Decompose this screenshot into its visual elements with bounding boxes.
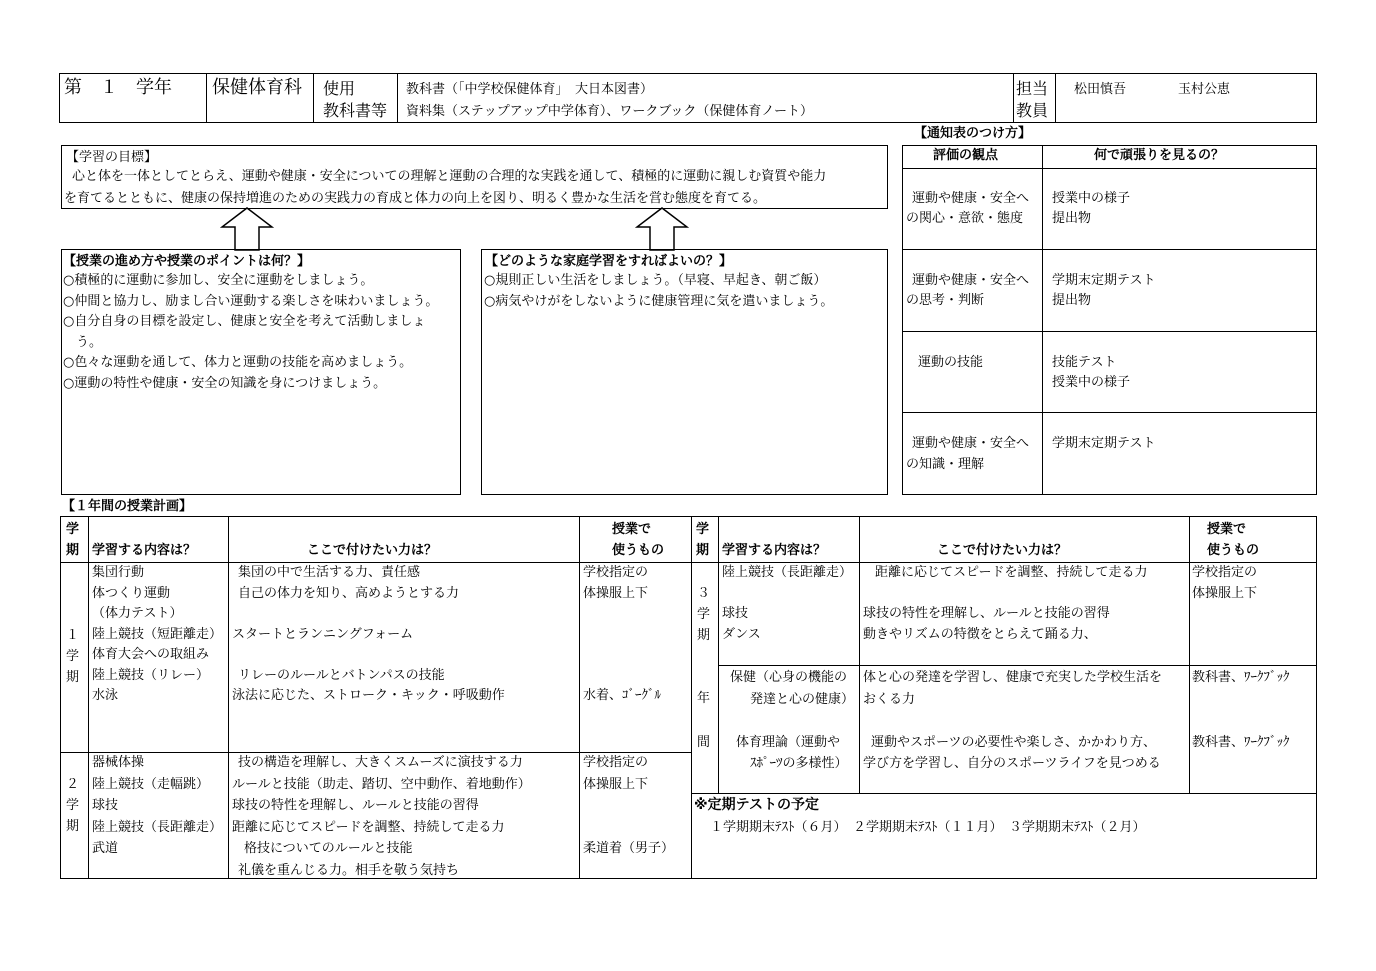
table-cell bbox=[1192, 606, 1257, 627]
table-cell: ｽﾎﾟｰﾂの多様性） bbox=[750, 756, 848, 771]
table-cell: 球技の特性を理解し、ルールと技能の習得 bbox=[232, 798, 479, 813]
table-cell: 体操服上下 bbox=[583, 776, 649, 792]
table-cell: 発達と心の健康） bbox=[750, 691, 855, 707]
table-cell: 球技 bbox=[722, 606, 749, 621]
t1-content bbox=[92, 565, 222, 709]
table-cell: 水泳 bbox=[92, 688, 119, 703]
term-label: ２ 学 期 bbox=[66, 777, 80, 834]
table-cell bbox=[583, 668, 661, 689]
yearly-label-1: 年 bbox=[697, 691, 711, 706]
t2-ability bbox=[232, 755, 531, 884]
table-cell: 学校指定の bbox=[583, 755, 649, 770]
plan-h-ability: ここで付けたい力は？ bbox=[307, 543, 438, 558]
list-item: ○運動の特性や健康・安全の知識を身につけましょう。 bbox=[63, 375, 387, 391]
table-cell: 自己の体力を知り、高めようとする力 bbox=[238, 585, 460, 601]
table-cell: 陸上競技（リレー） bbox=[92, 667, 210, 683]
home-study-title: 【どのような家庭学習をすればよいの？】 bbox=[485, 254, 733, 269]
grading-how: 学期末定期テスト bbox=[1052, 273, 1156, 288]
table-cell: 体育大会への取組み bbox=[92, 647, 210, 662]
t2-content bbox=[92, 755, 222, 863]
table-cell: 格技についてのルールと技能 bbox=[244, 841, 413, 856]
table-cell: 球技 bbox=[92, 798, 119, 813]
grading-how: 授業中の様子 bbox=[1052, 375, 1131, 390]
table-cell bbox=[1192, 627, 1257, 648]
table-cell: 武道 bbox=[92, 841, 119, 856]
table-cell: 集団の中で生活する力、責任感 bbox=[238, 565, 421, 580]
textbook-2: 資料集（ステップアップ中学体育）、ワークブック（保健体育ノート） bbox=[406, 104, 814, 119]
tests-schedule: １学期期末ﾃｽﾄ（６月） ２学期期末ﾃｽﾄ（１１月） ３学期期末ﾃｽﾄ（２月） bbox=[710, 820, 1146, 835]
t1-ability bbox=[232, 565, 505, 709]
grading-view: 運動や健康・安全へ bbox=[912, 273, 1030, 288]
table-cell bbox=[1192, 756, 1290, 778]
table-cell: スタートとランニングフォーム bbox=[232, 626, 414, 642]
list-item: ○色々な運動を通して、体力と運動の技能を高めましょう。 bbox=[63, 355, 413, 370]
table-cell: 水着、ｺﾞｰｸﾞﾙ bbox=[583, 688, 662, 703]
list-item: ○規則正しい生活をしましょう。（早寝、早起き、朝ご飯） bbox=[484, 273, 827, 288]
grading-view: の関心・意欲・態度 bbox=[906, 211, 1024, 226]
plan-h-items: 授業で bbox=[1207, 522, 1247, 537]
t2-items bbox=[583, 755, 674, 863]
table-cell: 学校指定の bbox=[1192, 565, 1258, 580]
grading-view: の思考・判断 bbox=[906, 293, 985, 308]
table-cell: リレーのルールとバトンパスの技能 bbox=[238, 667, 445, 683]
table-cell: 陸上競技（長距離走） bbox=[92, 819, 223, 835]
table-cell: 体と心の発達を学習し、健康で充実した学校生活を bbox=[863, 670, 1163, 685]
teacher-names: 松田慎吾 玉村公恵 bbox=[1074, 82, 1231, 97]
arrow-up-right-icon bbox=[635, 207, 689, 251]
goals-title: 【学習の目標】 bbox=[66, 150, 158, 165]
table-cell: 学校指定の bbox=[583, 565, 649, 580]
table-cell bbox=[583, 606, 661, 627]
table-cell: 陸上競技（短距離走） bbox=[92, 626, 223, 642]
table-cell: 陸上競技（走幅跳） bbox=[92, 776, 210, 792]
plan-h-term: 期 bbox=[66, 543, 80, 558]
grading-how: 提出物 bbox=[1052, 211, 1092, 226]
plan-h-content: 学習する内容は？ bbox=[722, 543, 827, 558]
table-cell bbox=[583, 627, 661, 648]
table-cell: 集団行動 bbox=[92, 565, 145, 580]
yearly-items bbox=[1192, 670, 1290, 778]
tests-title: ※定期テストの予定 bbox=[694, 797, 820, 813]
table-cell: 教科書、ﾜｰｸﾌﾞｯｸ bbox=[1192, 670, 1290, 685]
grading-how: 授業中の様子 bbox=[1052, 191, 1131, 206]
table-cell: ダンス bbox=[722, 626, 761, 642]
lesson-points-title: 【授業の進め方や授業のポイントは何？】 bbox=[63, 254, 311, 269]
list-item: ○仲間と協力し、励まし合い運動する楽しさを味わいましょう。 bbox=[63, 293, 439, 309]
t1-items bbox=[583, 565, 661, 709]
table-cell: 学び方を学習し、自分のスポーツライフを見つめる bbox=[863, 756, 1161, 771]
table-cell bbox=[863, 586, 1147, 607]
goals-line-1: 心と体を一体としてとらえ、運動や健康・安全についての理解と運動の合理的な実践を通して、積極的に運動に親しむ資質や能力 bbox=[72, 169, 827, 184]
arrow-up-left-icon bbox=[220, 207, 274, 251]
grading-col-view: 評価の観点 bbox=[933, 148, 999, 163]
term-label: １ 学 期 bbox=[66, 628, 80, 685]
table-cell: 技の構造を理解し、大きくスムーズに演技する力 bbox=[238, 755, 523, 770]
table-cell: 体操服上下 bbox=[583, 585, 649, 601]
table-cell: 球技の特性を理解し、ルールと技能の習得 bbox=[863, 606, 1110, 621]
plan-h-content: 学習する内容は？ bbox=[92, 543, 197, 558]
table-cell bbox=[722, 586, 852, 607]
plan-h-items: 使うもの bbox=[612, 543, 665, 558]
list-item: ○積極的に運動に参加し、安全に運動をしましょう。 bbox=[63, 273, 374, 288]
textbook-1: 教科書（「中学校保健体育」 大日本図書） bbox=[406, 82, 654, 97]
grading-how: 提出物 bbox=[1052, 293, 1092, 308]
t3-ability bbox=[863, 565, 1147, 647]
yearly-content bbox=[730, 670, 854, 778]
table-cell: （体力テスト） bbox=[92, 606, 183, 621]
goals-line-2: を育てるとともに、健康の保持増進のための実践力の育成と体力の向上を図り、明るく豊かな生活を営む態度を育てる。 bbox=[64, 191, 767, 206]
table-cell: 動きやリズムの特徴をとらえて踊る力、 bbox=[863, 626, 1097, 642]
table-cell bbox=[232, 647, 505, 668]
table-cell bbox=[863, 713, 1162, 735]
grading-view: 運動や健康・安全へ bbox=[912, 191, 1030, 206]
yearly-ability bbox=[863, 670, 1162, 778]
yearly-label-2: 間 bbox=[697, 735, 711, 750]
table-cell: 泳法に応じた、ストローク・キック・呼吸動作 bbox=[232, 688, 505, 703]
t3-items bbox=[1192, 565, 1257, 647]
textbook-label-2: 教科書等 bbox=[323, 101, 388, 120]
grading-title: 【通知表のつけ方】 bbox=[914, 126, 1032, 141]
grading-view: の知識・理解 bbox=[906, 457, 985, 472]
t3-content bbox=[722, 565, 852, 647]
table-cell: 礼儀を重んじる力。相手を敬う気持ち bbox=[238, 862, 460, 878]
plan-h-term: 学 bbox=[696, 522, 710, 537]
table-cell: ルールと技能（助走、踏切、空中動作、着地動作） bbox=[232, 776, 531, 792]
table-cell: 保健（心身の機能の bbox=[730, 670, 848, 685]
table-cell bbox=[1192, 713, 1290, 735]
table-cell: 陸上競技（長距離走） bbox=[722, 565, 853, 580]
grade-label: 第 １ 学年 bbox=[64, 77, 172, 98]
grading-view: 運動や健康・安全へ bbox=[912, 436, 1030, 451]
plan-h-items: 授業で bbox=[612, 522, 652, 537]
plan-title: 【１年間の授業計画】 bbox=[62, 499, 193, 514]
table-cell bbox=[583, 820, 674, 842]
teacher-label-1: 担当 bbox=[1016, 79, 1049, 98]
term-label: ３ 学 期 bbox=[697, 586, 711, 643]
list-item: う。 bbox=[63, 334, 103, 350]
subject-label: 保健体育科 bbox=[212, 77, 302, 98]
table-cell: 距離に応じてスピードを調整、持続して走る力 bbox=[232, 819, 505, 835]
table-cell bbox=[232, 606, 505, 627]
textbook-label-1: 使用 bbox=[323, 79, 356, 98]
table-cell: 体育理論（運動や bbox=[736, 734, 841, 750]
table-cell: 距離に応じてスピードを調整、持続して走る力 bbox=[875, 565, 1148, 580]
lesson-points-list bbox=[63, 273, 438, 396]
table-cell: 体つくり運動 bbox=[92, 585, 171, 601]
plan-h-ability: ここで付けたい力は？ bbox=[937, 543, 1068, 558]
home-study-list bbox=[484, 273, 833, 314]
grading-col-how: 何で頑張りを見るの？ bbox=[1094, 148, 1225, 163]
plan-h-term: 期 bbox=[696, 543, 710, 558]
list-item: ○病気やけがをしないように健康管理に気を遣いましょう。 bbox=[484, 293, 834, 309]
table-cell bbox=[583, 798, 674, 820]
table-cell: おくる力 bbox=[863, 691, 916, 707]
table-cell: 体操服上下 bbox=[1192, 585, 1258, 601]
table-cell: 教科書、ﾜｰｸﾌﾞｯｸ bbox=[1192, 734, 1290, 750]
table-cell: 運動やスポーツの必要性や楽しさ、かかわり方、 bbox=[871, 734, 1156, 750]
table-cell bbox=[1192, 692, 1290, 714]
table-cell bbox=[730, 713, 854, 735]
teacher-label-2: 教員 bbox=[1016, 101, 1049, 120]
plan-h-items: 使うもの bbox=[1207, 543, 1260, 558]
plan-h-term: 学 bbox=[66, 522, 80, 537]
grading-how: 技能テスト bbox=[1052, 355, 1117, 370]
table-cell: 器械体操 bbox=[92, 755, 145, 770]
grading-view: 運動の技能 bbox=[918, 355, 984, 370]
grading-how: 学期末定期テスト bbox=[1052, 436, 1156, 451]
table-cell bbox=[583, 647, 661, 668]
table-cell: 柔道着（男子） bbox=[583, 841, 675, 856]
list-item: ○自分自身の目標を設定し、健康と安全を考えて活動しましょ bbox=[63, 314, 426, 329]
